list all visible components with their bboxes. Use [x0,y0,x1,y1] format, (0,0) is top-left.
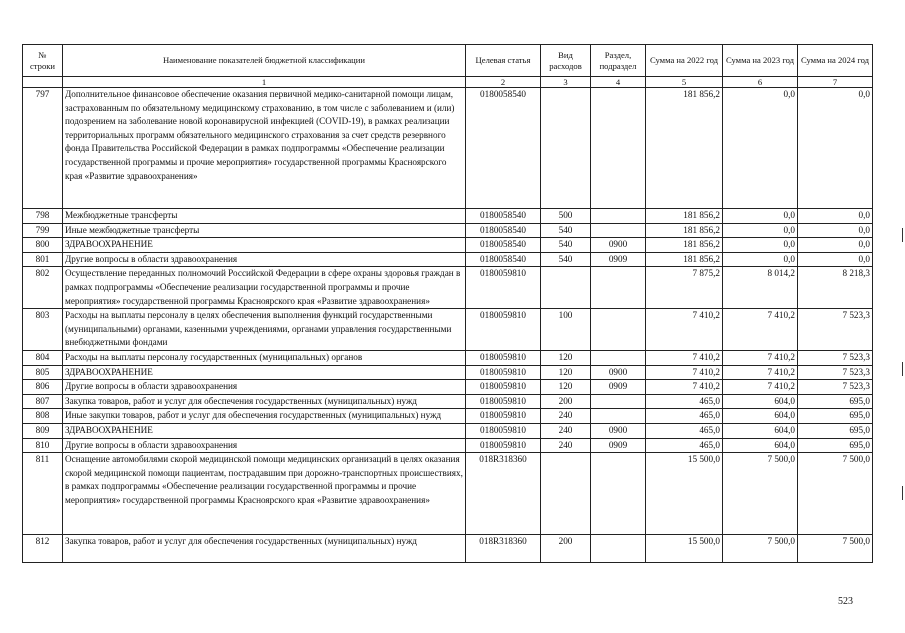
column-number: 7 [798,77,873,88]
row-target-cell: 0180059810 [466,350,541,365]
row-number-cell: 803 [23,309,63,351]
table-row [23,438,873,453]
row-sum-2024-cell: 0,0 [798,252,873,267]
column-number: 2 [466,77,541,88]
row-number-cell: 797 [23,88,63,209]
row-sum-2023-cell: 604,0 [723,394,798,409]
row-sum-2024-cell: 7 523,3 [798,365,873,380]
header-name: Наименование показателей бюджетной классификации [63,45,466,77]
row-sum-2023-cell: 0,0 [723,252,798,267]
row-target-cell: 0180058540 [466,238,541,253]
row-section-cell: 0909 [591,438,646,453]
row-name-cell: Иные закупки товаров, работ и услуг для обеспечения государственных (муниципальных) нужд [63,409,466,424]
table-row [23,535,873,563]
row-target-cell: 0180058540 [466,209,541,224]
row-section-cell [591,209,646,224]
row-sum-2024-cell: 0,0 [798,88,873,209]
scan-edge-mark [902,486,903,500]
table-row [23,409,873,424]
row-sum-2022-cell: 15 500,0 [646,453,723,535]
row-number-cell: 809 [23,423,63,438]
row-sum-2022-cell: 181 856,2 [646,88,723,209]
row-sum-2022-cell: 181 856,2 [646,238,723,253]
row-target-cell: 0180058540 [466,88,541,209]
row-expense-cell: 120 [541,380,591,395]
row-sum-2024-cell: 7 500,0 [798,535,873,563]
row-name-cell: Межбюджетные трансферты [63,209,466,224]
row-sum-2022-cell: 465,0 [646,394,723,409]
table-row [23,380,873,395]
table-row [23,453,873,535]
table-row [23,252,873,267]
row-sum-2024-cell: 695,0 [798,438,873,453]
row-expense-cell: 240 [541,423,591,438]
table-row [23,423,873,438]
table-row [23,223,873,238]
column-number: 3 [541,77,591,88]
row-expense-cell: 200 [541,535,591,563]
row-sum-2022-cell: 15 500,0 [646,535,723,563]
row-number-cell: 808 [23,409,63,424]
column-number: 5 [646,77,723,88]
row-sum-2022-cell: 465,0 [646,409,723,424]
row-section-cell [591,394,646,409]
row-name-cell: Оснащение автомобилями скорой медицинской помощи медицинских организаций в целях оказания скорой медицинской помощи пациентам, пострадавшим при дорожно-транспортных происшествиях, в рамках подпрограммы «Обеспечение реализации государственной программы и прочие мероприятия» государственной программы Красноярского края «Развитие здравоохранения» [63,453,466,535]
row-number-cell: 811 [23,453,63,535]
row-sum-2024-cell: 8 218,3 [798,267,873,309]
row-sum-2022-cell: 7 875,2 [646,267,723,309]
table-row [23,209,873,224]
row-target-cell: 0180059810 [466,423,541,438]
row-sum-2023-cell: 604,0 [723,438,798,453]
row-number-cell: 807 [23,394,63,409]
row-expense-cell: 200 [541,394,591,409]
row-section-cell: 0900 [591,423,646,438]
row-number-cell: 800 [23,238,63,253]
row-target-cell: 0180059810 [466,394,541,409]
row-name-cell: ЗДРАВООХРАНЕНИЕ [63,238,466,253]
row-section-cell [591,453,646,535]
budget-table [22,44,873,563]
row-sum-2024-cell: 0,0 [798,238,873,253]
row-number-cell: 812 [23,535,63,563]
row-sum-2022-cell: 7 410,2 [646,309,723,351]
row-name-cell: Закупка товаров, работ и услуг для обеспечения государственных (муниципальных) нужд [63,394,466,409]
table-row [23,267,873,309]
row-sum-2023-cell: 7 500,0 [723,453,798,535]
table-row [23,394,873,409]
row-number-cell: 799 [23,223,63,238]
row-sum-2023-cell: 7 410,2 [723,350,798,365]
table-row [23,350,873,365]
row-name-cell: Расходы на выплаты персоналу государственных (муниципальных) органов [63,350,466,365]
row-section-cell [591,309,646,351]
row-target-cell: 018R318360 [466,453,541,535]
row-sum-2022-cell: 7 410,2 [646,350,723,365]
row-expense-cell: 240 [541,438,591,453]
table-row [23,88,873,209]
row-name-cell: Иные межбюджетные трансферты [63,223,466,238]
row-sum-2022-cell: 465,0 [646,438,723,453]
row-name-cell: Другие вопросы в области здравоохранения [63,438,466,453]
row-section-cell [591,267,646,309]
row-sum-2023-cell: 7 500,0 [723,535,798,563]
column-number-row [23,77,873,88]
row-target-cell: 0180058540 [466,223,541,238]
row-sum-2023-cell: 7 410,2 [723,365,798,380]
row-section-cell [591,409,646,424]
row-section-cell: 0909 [591,380,646,395]
row-expense-cell: 100 [541,309,591,351]
column-number: 1 [63,77,466,88]
row-name-cell: Другие вопросы в области здравоохранения [63,380,466,395]
row-number-cell: 804 [23,350,63,365]
budget-table-body [23,88,873,563]
row-section-cell: 0909 [591,252,646,267]
row-target-cell: 0180059810 [466,267,541,309]
row-name-cell: Закупка товаров, работ и услуг для обеспечения государственных (муниципальных) нужд [63,535,466,563]
row-sum-2024-cell: 695,0 [798,394,873,409]
row-expense-cell: 120 [541,365,591,380]
header-row-no: № строки [23,45,63,77]
row-sum-2023-cell: 7 410,2 [723,309,798,351]
row-name-cell: ЗДРАВООХРАНЕНИЕ [63,365,466,380]
row-sum-2022-cell: 7 410,2 [646,365,723,380]
header-section: Раздел, подраздел [591,45,646,77]
row-sum-2023-cell: 0,0 [723,238,798,253]
page-number: 523 [838,596,853,607]
row-section-cell: 0900 [591,365,646,380]
row-expense-cell: 240 [541,409,591,424]
row-expense-cell: 540 [541,223,591,238]
scan-edge-mark [902,362,903,376]
row-sum-2024-cell: 7 500,0 [798,453,873,535]
row-sum-2023-cell: 604,0 [723,423,798,438]
row-target-cell: 0180059810 [466,409,541,424]
row-number-cell: 806 [23,380,63,395]
row-target-cell: 0180059810 [466,309,541,351]
row-sum-2022-cell: 181 856,2 [646,209,723,224]
row-sum-2024-cell: 7 523,3 [798,309,873,351]
header-sum-2024: Сумма на 2024 год [798,45,873,77]
row-number-cell: 810 [23,438,63,453]
row-section-cell [591,350,646,365]
row-section-cell [591,88,646,209]
row-number-cell: 798 [23,209,63,224]
table-row [23,365,873,380]
row-expense-cell: 500 [541,209,591,224]
row-sum-2023-cell: 0,0 [723,88,798,209]
row-expense-cell: 540 [541,238,591,253]
row-target-cell: 0180059810 [466,365,541,380]
header-row [23,45,873,77]
row-name-cell: Расходы на выплаты персоналу в целях обеспечения выполнения функций государственными (муниципальными) органами, казенными учреждениями, органами управления государственными внебюджетными фондами [63,309,466,351]
row-sum-2023-cell: 604,0 [723,409,798,424]
row-sum-2024-cell: 0,0 [798,209,873,224]
column-number: 6 [723,77,798,88]
table-row [23,309,873,351]
row-expense-cell: 120 [541,350,591,365]
row-sum-2022-cell: 181 856,2 [646,252,723,267]
row-section-cell: 0900 [591,238,646,253]
scan-edge-mark [902,228,903,242]
row-target-cell: 0180059810 [466,380,541,395]
row-sum-2024-cell: 695,0 [798,423,873,438]
row-section-cell [591,223,646,238]
row-expense-cell: 540 [541,252,591,267]
row-sum-2023-cell: 0,0 [723,209,798,224]
row-section-cell [591,535,646,563]
table-row [23,238,873,253]
row-number-cell: 801 [23,252,63,267]
row-sum-2022-cell: 7 410,2 [646,380,723,395]
row-sum-2023-cell: 7 410,2 [723,380,798,395]
row-expense-cell [541,453,591,535]
row-number-cell: 802 [23,267,63,309]
row-sum-2022-cell: 465,0 [646,423,723,438]
row-name-cell: Дополнительное финансовое обеспечение оказания первичной медико-санитарной помощи лицам, застрахованным по обязательному медицинскому страхованию, в том числе с заболеванием и (или) подозрением на заболевание новой коронавирусной инфекцией (COVID-19), в рамках реализации территориальных программ обязательного медицинского страхования за счет средств резервного фонда Правительства Российской Федерации в рамках подпрограммы «Обеспечение реализации государственной программы и прочие мероприятия» государственной программы Красноярского края «Развитие здравоохранения» [63,88,466,209]
row-target-cell: 018R318360 [466,535,541,563]
row-expense-cell [541,267,591,309]
header-sum-2023: Сумма на 2023 год [723,45,798,77]
row-target-cell: 0180059810 [466,438,541,453]
header-target: Целевая статья [466,45,541,77]
column-number [23,77,63,88]
row-sum-2023-cell: 8 014,2 [723,267,798,309]
header-sum-2022: Сумма на 2022 год [646,45,723,77]
row-number-cell: 805 [23,365,63,380]
row-target-cell: 0180058540 [466,252,541,267]
row-sum-2024-cell: 0,0 [798,223,873,238]
row-expense-cell [541,88,591,209]
header-expense: Вид расходов [541,45,591,77]
row-sum-2023-cell: 0,0 [723,223,798,238]
row-name-cell: Другие вопросы в области здравоохранения [63,252,466,267]
row-sum-2024-cell: 695,0 [798,409,873,424]
row-name-cell: ЗДРАВООХРАНЕНИЕ [63,423,466,438]
row-sum-2024-cell: 7 523,3 [798,350,873,365]
column-number: 4 [591,77,646,88]
row-sum-2022-cell: 181 856,2 [646,223,723,238]
row-name-cell: Осуществление переданных полномочий Российской Федерации в сфере охраны здоровья граждан в рамках подпрограммы «Обеспечение реализации государственной программы и прочие мероприятия» государственной программы Красноярского края «Развитие здравоохранения» [63,267,466,309]
row-sum-2024-cell: 7 523,3 [798,380,873,395]
